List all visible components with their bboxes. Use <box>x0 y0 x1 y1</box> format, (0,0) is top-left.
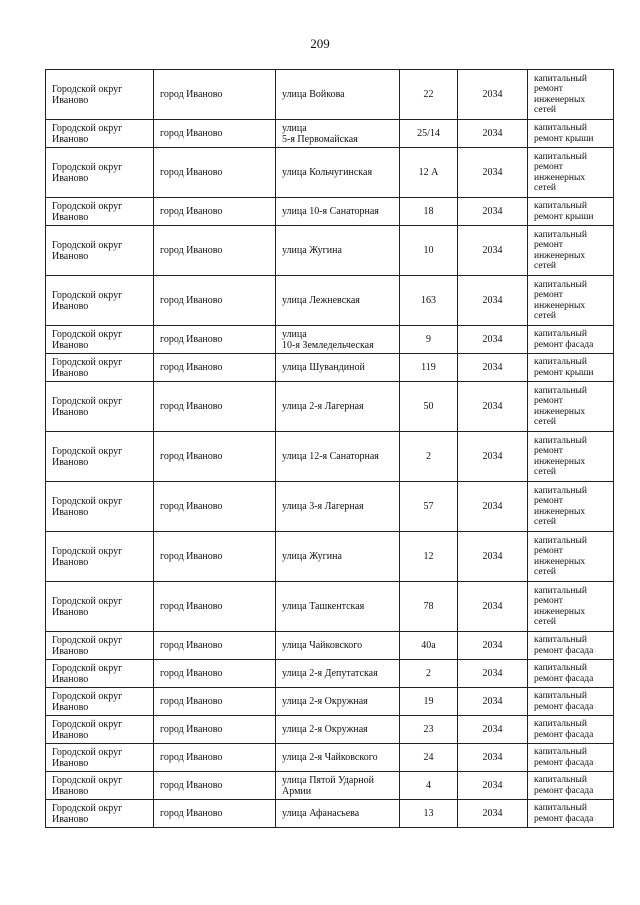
street-type: улица <box>282 328 307 340</box>
settlement-cell: город Иваново <box>154 632 276 660</box>
house-cell: 12 А <box>400 148 458 198</box>
street-cell <box>276 326 400 354</box>
house-cell: 13 <box>400 800 458 828</box>
settlement-cell: город Иваново <box>154 148 276 198</box>
settlement-cell: город Иваново <box>154 582 276 632</box>
house-cell: 2 <box>400 660 458 688</box>
street-name: 5-я Первомайская <box>282 133 358 145</box>
house-cell: 78 <box>400 582 458 632</box>
table-row <box>46 382 614 432</box>
street-name: 10-я Земледельческая <box>282 339 374 351</box>
house-cell: 4 <box>400 772 458 800</box>
year-cell: 2034 <box>458 326 528 354</box>
work-type-cell: капитальный ремонт крыши <box>528 354 614 382</box>
table-row <box>46 432 614 482</box>
settlement-cell: город Иваново <box>154 120 276 148</box>
house-cell: 163 <box>400 276 458 326</box>
municipality-cell: Городской округ Иваново <box>46 276 154 326</box>
year-cell: 2034 <box>458 382 528 432</box>
street-cell: улица 2-я Чайковского <box>276 744 400 772</box>
municipality-cell: Городской округ Иваново <box>46 226 154 276</box>
work-type-cell: капитальный ремонт инженерных сетей <box>528 482 614 532</box>
street-cell: улица 2-я Депутатская <box>276 660 400 688</box>
table-row <box>46 70 614 120</box>
municipality-cell: Городской округ Иваново <box>46 198 154 226</box>
municipality-cell: Городской округ Иваново <box>46 382 154 432</box>
work-type-cell: капитальный ремонт фасада <box>528 326 614 354</box>
work-type-cell: капитальный ремонт крыши <box>528 198 614 226</box>
settlement-cell: город Иваново <box>154 226 276 276</box>
settlement-cell: город Иваново <box>154 326 276 354</box>
settlement-cell: город Иваново <box>154 482 276 532</box>
settlement-cell: город Иваново <box>154 276 276 326</box>
street-cell: улица 10-я Санаторная <box>276 198 400 226</box>
street-type: улица <box>282 122 307 134</box>
settlement-cell: город Иваново <box>154 660 276 688</box>
table-row <box>46 482 614 532</box>
year-cell: 2034 <box>458 482 528 532</box>
table-row <box>46 226 614 276</box>
house-cell: 9 <box>400 326 458 354</box>
table-row <box>46 660 614 688</box>
table-row <box>46 276 614 326</box>
work-type-cell: капитальный ремонт фасада <box>528 716 614 744</box>
street-cell: улица 3-я Лагерная <box>276 482 400 532</box>
settlement-cell: город Иваново <box>154 744 276 772</box>
year-cell: 2034 <box>458 582 528 632</box>
table-row <box>46 744 614 772</box>
year-cell: 2034 <box>458 120 528 148</box>
page-number: 209 <box>310 36 330 51</box>
year-cell: 2034 <box>458 532 528 582</box>
work-type-cell: капитальный ремонт фасада <box>528 632 614 660</box>
year-cell: 2034 <box>458 688 528 716</box>
street-cell: улица Ташкентская <box>276 582 400 632</box>
table-row <box>46 326 614 354</box>
table-row <box>46 632 614 660</box>
work-type-cell: капитальный ремонт фасада <box>528 772 614 800</box>
year-cell: 2034 <box>458 800 528 828</box>
house-cell: 2 <box>400 432 458 482</box>
work-type-cell: капитальный ремонт фасада <box>528 660 614 688</box>
house-cell: 23 <box>400 716 458 744</box>
settlement-cell: город Иваново <box>154 772 276 800</box>
year-cell: 2034 <box>458 632 528 660</box>
table-row <box>46 800 614 828</box>
street-cell <box>276 120 400 148</box>
work-type-cell: капитальный ремонт инженерных сетей <box>528 532 614 582</box>
municipality-cell: Городской округ Иваново <box>46 744 154 772</box>
municipality-cell: Городской округ Иваново <box>46 716 154 744</box>
street-cell: улица 2-я Окружная <box>276 716 400 744</box>
street-cell: улица Шувандиной <box>276 354 400 382</box>
municipality-cell: Городской округ Иваново <box>46 70 154 120</box>
settlement-cell: город Иваново <box>154 688 276 716</box>
work-type-cell: капитальный ремонт фасада <box>528 688 614 716</box>
table-row <box>46 772 614 800</box>
table-row <box>46 148 614 198</box>
house-cell: 57 <box>400 482 458 532</box>
house-cell: 19 <box>400 688 458 716</box>
year-cell: 2034 <box>458 198 528 226</box>
work-type-cell: капитальный ремонт инженерных сетей <box>528 148 614 198</box>
street-cell: улица 12-я Санаторная <box>276 432 400 482</box>
work-type-cell: капитальный ремонт крыши <box>528 120 614 148</box>
work-type-cell: капитальный ремонт инженерных сетей <box>528 382 614 432</box>
work-type-cell: капитальный ремонт фасада <box>528 744 614 772</box>
repair-schedule-table <box>45 69 614 828</box>
street-cell: улица Жугина <box>276 532 400 582</box>
work-type-cell: капитальный ремонт инженерных сетей <box>528 70 614 120</box>
municipality-cell: Городской округ Иваново <box>46 326 154 354</box>
municipality-cell: Городской округ Иваново <box>46 660 154 688</box>
year-cell: 2034 <box>458 660 528 688</box>
table-row <box>46 354 614 382</box>
house-cell: 22 <box>400 70 458 120</box>
table-row <box>46 582 614 632</box>
house-cell: 10 <box>400 226 458 276</box>
house-cell: 12 <box>400 532 458 582</box>
municipality-cell: Городской округ Иваново <box>46 532 154 582</box>
house-cell: 25/14 <box>400 120 458 148</box>
year-cell: 2034 <box>458 432 528 482</box>
table-row <box>46 688 614 716</box>
municipality-cell: Городской округ Иваново <box>46 354 154 382</box>
year-cell: 2034 <box>458 70 528 120</box>
street-cell: улица Пятой Ударной Армии <box>276 772 400 800</box>
street-cell: улица 2-я Лагерная <box>276 382 400 432</box>
year-cell: 2034 <box>458 744 528 772</box>
settlement-cell: город Иваново <box>154 198 276 226</box>
settlement-cell: город Иваново <box>154 532 276 582</box>
year-cell: 2034 <box>458 148 528 198</box>
work-type-cell: капитальный ремонт инженерных сетей <box>528 432 614 482</box>
settlement-cell: город Иваново <box>154 382 276 432</box>
settlement-cell: город Иваново <box>154 354 276 382</box>
street-cell: улица 2-я Окружная <box>276 688 400 716</box>
street-cell: улица Чайковского <box>276 632 400 660</box>
year-cell: 2034 <box>458 716 528 744</box>
street-cell: улица Афанасьева <box>276 800 400 828</box>
year-cell: 2034 <box>458 226 528 276</box>
settlement-cell: город Иваново <box>154 70 276 120</box>
municipality-cell: Городской округ Иваново <box>46 432 154 482</box>
work-type-cell: капитальный ремонт инженерных сетей <box>528 226 614 276</box>
house-cell: 119 <box>400 354 458 382</box>
municipality-cell: Городской округ Иваново <box>46 582 154 632</box>
table-row <box>46 198 614 226</box>
settlement-cell: город Иваново <box>154 716 276 744</box>
municipality-cell: Городской округ Иваново <box>46 800 154 828</box>
house-cell: 24 <box>400 744 458 772</box>
street-cell: улица Кольчугинская <box>276 148 400 198</box>
municipality-cell: Городской округ Иваново <box>46 688 154 716</box>
settlement-cell: город Иваново <box>154 432 276 482</box>
settlement-cell: город Иваново <box>154 800 276 828</box>
house-cell: 40а <box>400 632 458 660</box>
table-row <box>46 716 614 744</box>
table-row <box>46 532 614 582</box>
year-cell: 2034 <box>458 276 528 326</box>
year-cell: 2034 <box>458 772 528 800</box>
table-row <box>46 120 614 148</box>
municipality-cell: Городской округ Иваново <box>46 482 154 532</box>
year-cell: 2034 <box>458 354 528 382</box>
house-cell: 18 <box>400 198 458 226</box>
street-cell: улица Жугина <box>276 226 400 276</box>
house-cell: 50 <box>400 382 458 432</box>
work-type-cell: капитальный ремонт инженерных сетей <box>528 276 614 326</box>
municipality-cell: Городской округ Иваново <box>46 772 154 800</box>
street-cell: улица Войкова <box>276 70 400 120</box>
municipality-cell: Городской округ Иваново <box>46 632 154 660</box>
municipality-cell: Городской округ Иваново <box>46 120 154 148</box>
municipality-cell: Городской округ Иваново <box>46 148 154 198</box>
work-type-cell: капитальный ремонт инженерных сетей <box>528 582 614 632</box>
street-cell: улица Лежневская <box>276 276 400 326</box>
work-type-cell: капитальный ремонт фасада <box>528 800 614 828</box>
